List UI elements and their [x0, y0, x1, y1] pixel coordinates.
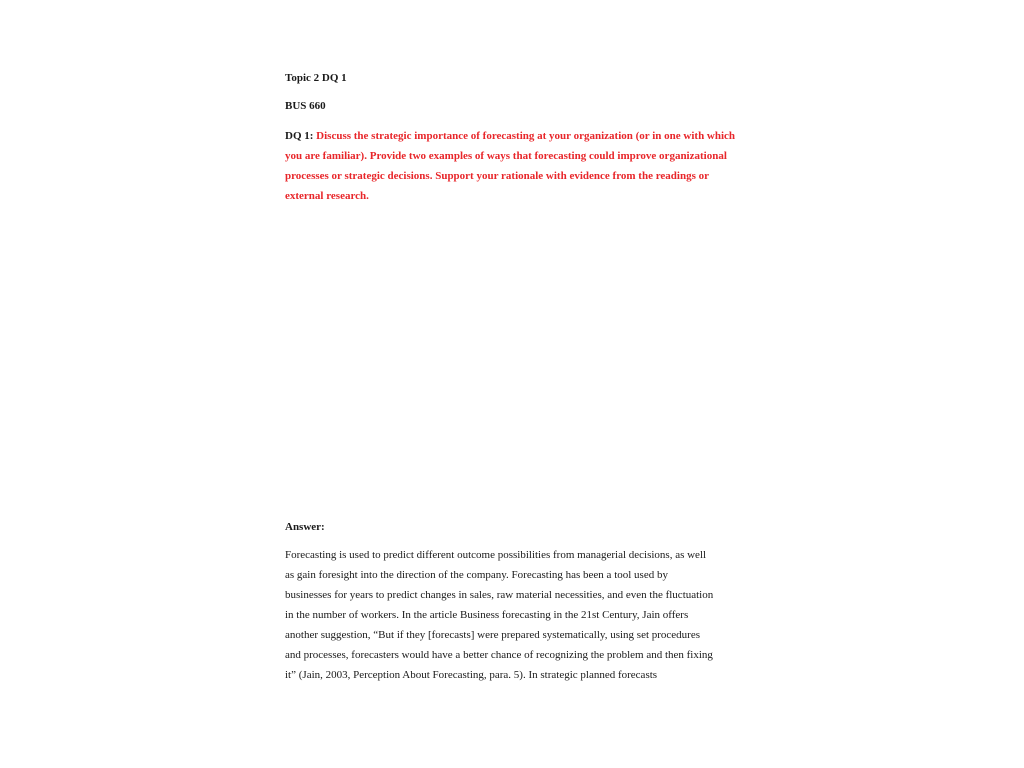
course-code: BUS 660 — [285, 100, 326, 112]
answer-line: it” (Jain, 2003, Perception About Forecasting, para. 5). In strategic planned forecasts — [285, 669, 658, 681]
answer-line: and processes, forecasters would have a better chance of recognizing the problem and then fixing — [285, 649, 713, 661]
answer-line: as gain foresight into the direction of the company. Forecasting has been a tool used by — [285, 569, 668, 581]
answer-line: Forecasting is used to predict different outcome possibilities from managerial decisions, as well — [285, 549, 707, 561]
document-title: Topic 2 DQ 1 — [285, 72, 347, 84]
question-label: DQ 1: — [285, 130, 314, 142]
discussion-question — [285, 126, 740, 206]
answer-line: businesses for years to predict changes in sales, raw material necessities, and even the fluctuation — [285, 589, 714, 601]
answer-body — [285, 545, 740, 685]
answer-line: another suggestion, “But if they [forecasts] were prepared systematically, using set procedures — [285, 629, 701, 641]
answer-heading: Answer: — [285, 521, 325, 533]
question-text: Discuss the strategic importance of forecasting at your organization (or in one with which you are familiar). Provide two examples of ways that forecasting could improve organizational processes or strategic decisions. Support your rationale with evidence from the readings or external research. — [285, 130, 736, 202]
answer-line: in the number of workers. In the article Business forecasting in the 21st Century, Jain offers — [285, 609, 689, 621]
